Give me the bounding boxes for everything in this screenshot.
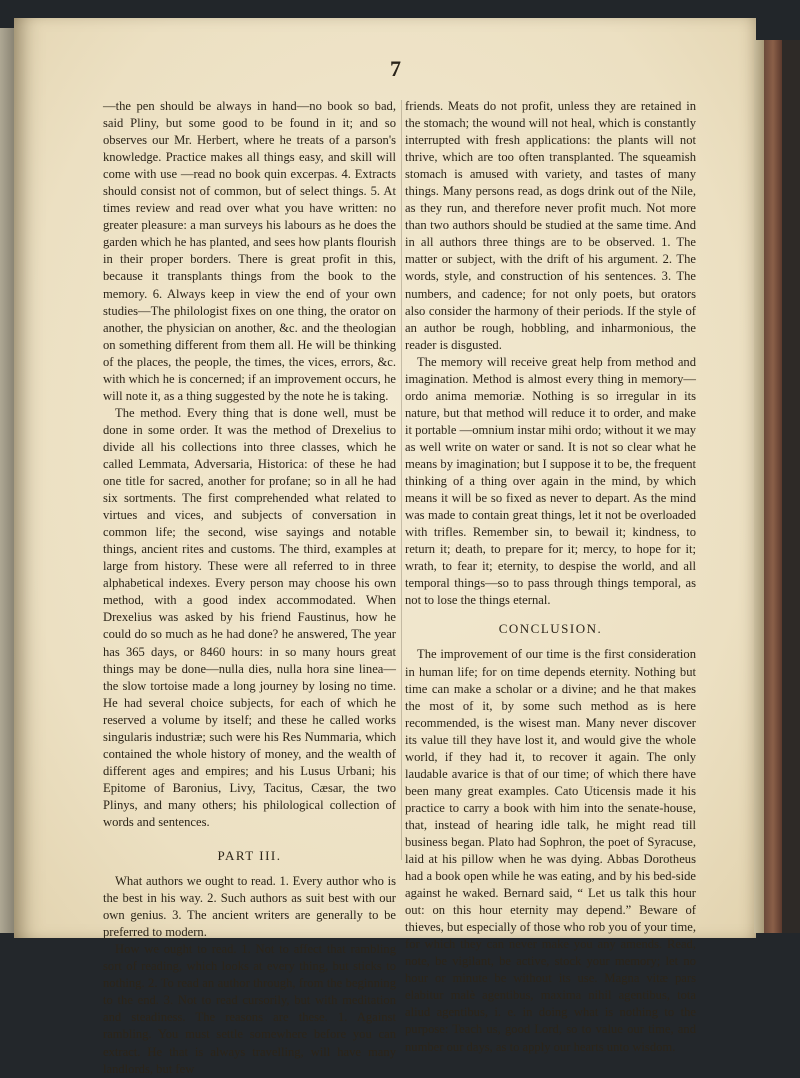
column-divider xyxy=(401,100,402,860)
book-cover-edge xyxy=(764,40,782,933)
left-paragraph-2: The method. Every thing that is done well, must be done in some order. It was the method of Drexelius to divide all his collections into three classes, which he called Lemmata, Adversaria, Historica: of these he had one title for sacred, another for profane; so in all he had six sortments. The first comprehended what related to virtues and vices, and subjects of conversation in common life; the second, wise sayings and notable things, ancient rites and customs. The third, examples at large from history. These were all referred to in three alphabetical indexes. Every person may choose his own method, with a good index accommodated. When Drexelius was asked by his friend Faustinus, how he could do so much as he had done? he answered, The year has 365 days, or 8460 hours: in so many hours great things may be done—nulla dies, nulla hora sine linea—the slow tortoise made a long journey by losing no time. He had several choice subjects, for each of which he reserved a volume by itself; and these he called works singularis industriæ; such were his Res Nummaria, which contained the whole history of money, and the wealth of different ages and empires; and his Lusus Urbani; his Epitome of Baronius, Livy, Tacitus, Cæsar, the two Plinys, and many others; his philological collection of words and sentences. xyxy=(103,405,396,829)
left-paragraph-4: How we ought to read. 1. Not to affect that rambling sort of reading, which looks at every thing, but sticks to nothing. 2. To read an author through, from the beginning to the end. 3. Not to read cursorily, but with meditation and steadiness. The reasons are these. 1. Against rambling. You must settle somewhere before you can extract. He that is always travelling, will have many landlords, but few xyxy=(103,942,396,1076)
right-column xyxy=(405,98,696,1056)
right-paragraph-3: The improvement of our time is the first consideration in human life; for on time depends eternity. Nothing but time can make a scholar or a divine; and he that makes the most of it, by some such method as is here recommended, is the wisest man. Many never discover its value till they have lost it, and would give the whole world, if they had it, to recover it again. The only laudable avarice is that of our time; of which there have been many great examples. Cato Uticensis made it his practice to carry a book with him into the senate-house, that, instead of hearing idle talk, he might read till business began. Plato had Sophron, the poet of Syracuse, laid at his pillow when he was dying. Abbas Dorotheus had a book open while he was eating, and by his bed-side against he waked. Bernard said, “ Let us talk this hour out: on this hour eternity may depend.” Beware of thieves, but especially of those who rob you of your time, for which they can never make you any amends. Read, note, be vigilant, be active, stock your memory; let no hour or minute be without its use. Magna vitæ pars elabitur malè agentibus, maxima nihil agentibus, tota aliud agentibus, i. e. in doing what is nothing to the purpose: Teach us, good Lord, so to value our time, and number our days, as to apply our hearts unto wisdom. xyxy=(405,647,696,1054)
left-column xyxy=(103,98,396,1078)
right-paragraph-2: The memory will receive great help from method and imagination. Method is almost every thing in memory— ordo anima memoriæ. Nothing is so irregular in its nature, but that method will reduce it to order, and make it portable —omnium instar mihi ordo; without it we may as well write on water or sand. It is not so clear what he means by imagination; but I suppose it to be, the frequent thinking of a thing over again in the mind, by which means it will be so fixed as never to depart. As the mind was made to contain great things, let it not be overloaded with trifles. Remember sin, to bewail it; kindness, to return it; death, to prepare for it; mercy, to hope for it; wrath, to fear it; eternity, to despise the world, and all temporal things—so to pass through things temporal, as not to lose the things eternal. xyxy=(405,354,696,608)
page-number: 7 xyxy=(390,56,401,81)
part-heading: PART III. xyxy=(217,848,282,864)
conclusion-heading: CONCLUSION. xyxy=(498,621,603,637)
page-block-edge xyxy=(754,40,764,933)
right-paragraph-1: friends. Meats do not profit, unless they are retained in the stomach; the wound will not heal, which is constantly interrupted with fresh applications: the plants will not thrive, which are too often transplanted. The squeamish stomach is amused with variety, and tastes of many things. Many persons read, as dogs drink out of the Nile, as they run, and therefore never profit much. Not more than two authors should be studied at the same time. And in all authors three things are to be observed. 1. The matter or subject, with the drift of his argument. 2. The words, style, and construction of his sentences. 3. The numbers, and cadence; for not only poets, but orators also consider the harmony of their periods. If the style of an author be rough, hobbling, and inharmonious, the reader is disgusted. xyxy=(405,99,696,352)
left-paragraph-3: What authors we ought to read. 1. Every author who is the best in his way. 2. Such authors as suit best with our own genius. 3. The ancient writers are generally to be preferred to modern. xyxy=(103,874,396,940)
left-paragraph-1: —the pen should be always in hand—no book so bad, said Pliny, but some good to be found in it; and so observes our Mr. Herbert, where he treats of a parson's knowledge. Practice makes all things easy, and skill will come with use —read no book quin excerpas. 4. Extracts should consist not of common, but of select things. 5. At times review and read over what you have written: no greater pleasure: a man surveys his labours as he does the garden which he has planted, and sees how plants flourish in their proper borders. There is great profit in this, because it transplants things from the book to the memory. 6. Always keep in view the end of your own studies—The philologist fixes on one thing, the orator on another, the physician on another, &c. and the theologian on something different from them all. He will be thinking of the places, the people, the times, the vices, errors, &c. with which he is concerned; if an improvement occurs, he will note it, as a thing suggested by the note he is taking. xyxy=(103,99,396,403)
background-strip xyxy=(782,40,800,933)
